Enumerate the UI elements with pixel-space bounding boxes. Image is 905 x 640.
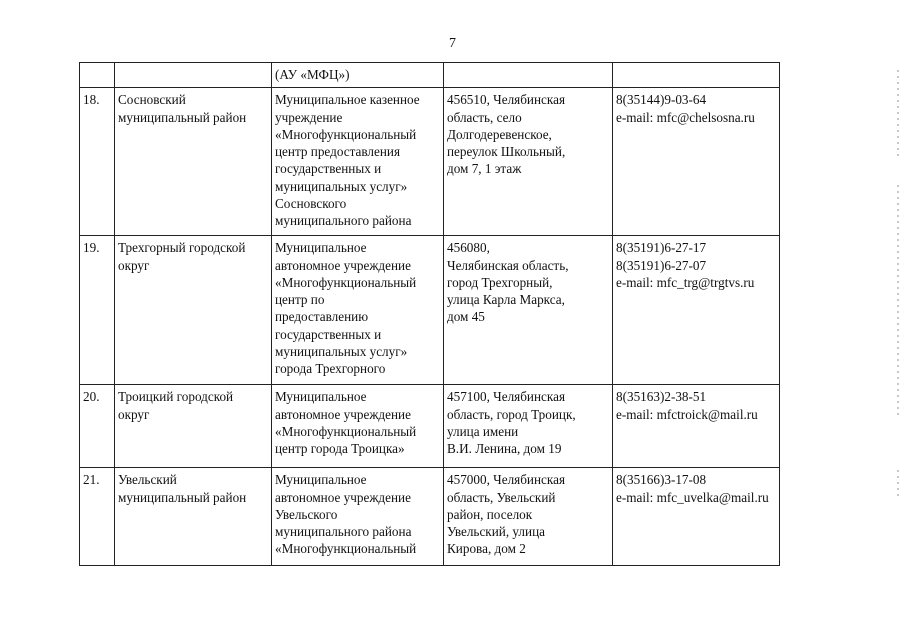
cell-contacts bbox=[613, 385, 780, 468]
cell-line: муниципальный район bbox=[118, 489, 247, 505]
cell-line: Увельского bbox=[275, 506, 338, 522]
cell-line: 8(35191)6-27-17 bbox=[616, 240, 707, 256]
cell-line: Троицкий городской bbox=[118, 389, 234, 405]
cell-line: дом 7, 1 этаж bbox=[447, 161, 522, 177]
cell-line: «Многофункциональный bbox=[275, 541, 417, 557]
cell-line: центр предоставления bbox=[275, 144, 401, 160]
cell-line: центр по bbox=[275, 292, 325, 308]
cell-line: муниципального района bbox=[275, 524, 412, 540]
cell-line: муниципального района bbox=[275, 213, 412, 229]
cell-line: В.И. Ленина, дом 19 bbox=[447, 441, 562, 457]
cell-line: Муниципальное bbox=[275, 240, 367, 256]
cell-line: e-mail: mfc@chelsosna.ru bbox=[616, 109, 755, 125]
cell-line: e-mail: mfctroick@mail.ru bbox=[616, 406, 758, 422]
cell-line: Кирова, дом 2 bbox=[447, 541, 526, 557]
cell-line: Муниципальное bbox=[275, 472, 367, 488]
cell-line: муниципальный район bbox=[118, 109, 247, 125]
cell-institution bbox=[272, 88, 444, 236]
cell-institution bbox=[272, 385, 444, 468]
cell-line: государственных и bbox=[275, 161, 382, 177]
cell-line: область, город Троицк, bbox=[447, 406, 576, 422]
table-row-21 bbox=[80, 468, 780, 566]
cell-number bbox=[80, 468, 115, 566]
cell-area bbox=[115, 236, 272, 385]
cell-number bbox=[80, 385, 115, 468]
scan-artifact bbox=[897, 185, 899, 415]
cell-line: e-mail: mfc_uvelka@mail.ru bbox=[616, 489, 769, 505]
cell-line: дом 45 bbox=[447, 309, 485, 325]
cell-line: предоставлению bbox=[275, 309, 369, 325]
cell-line: Сосновский bbox=[118, 92, 186, 108]
cell-institution bbox=[272, 63, 444, 88]
cell-line: Долгодеревенское, bbox=[447, 126, 552, 142]
table-row-continuation bbox=[80, 63, 780, 88]
cell-line: 456510, Челябинская bbox=[447, 92, 566, 108]
cell-area bbox=[115, 88, 272, 236]
cell-line: 456080, bbox=[447, 240, 490, 256]
cell-line: «Многофункциональный bbox=[275, 423, 417, 439]
cell-line: учреждение bbox=[275, 109, 343, 125]
cell-line: Увельский, улица bbox=[447, 524, 545, 540]
cell-address bbox=[444, 88, 613, 236]
cell-line: муниципальных услуг» bbox=[275, 344, 408, 360]
cell-line: район, поселок bbox=[447, 506, 533, 522]
cell-contacts bbox=[613, 88, 780, 236]
cell-area bbox=[115, 385, 272, 468]
cell-line: округ bbox=[118, 406, 150, 422]
cell-contacts bbox=[613, 63, 780, 88]
cell-line: улица имени bbox=[447, 423, 519, 439]
cell-line: 457000, Челябинская bbox=[447, 472, 566, 488]
cell-number bbox=[80, 63, 115, 88]
cell-contacts bbox=[613, 236, 780, 385]
cell-address bbox=[444, 236, 613, 385]
page-number: 7 bbox=[449, 36, 456, 51]
cell-line: автономное учреждение bbox=[275, 406, 411, 422]
scan-artifact bbox=[897, 70, 899, 160]
cell-line: города Трехгорного bbox=[275, 361, 386, 377]
cell-line: автономное учреждение bbox=[275, 257, 411, 273]
cell-address bbox=[444, 63, 613, 88]
cell-institution bbox=[272, 468, 444, 566]
cell-address bbox=[444, 468, 613, 566]
cell-line: Челябинская область, bbox=[447, 257, 569, 273]
cell-line: Муниципальное казенное bbox=[275, 92, 420, 108]
table-row-19 bbox=[80, 236, 780, 385]
cell-line: «Многофункциональный bbox=[275, 274, 417, 290]
mfc-table-body bbox=[80, 63, 780, 566]
cell-line: муниципальных услуг» bbox=[275, 178, 408, 194]
cell-line: Трехгорный городской bbox=[118, 240, 246, 256]
cell-line: 8(35191)6-27-07 bbox=[616, 257, 707, 273]
cell-line: 8(35144)9-03-64 bbox=[616, 92, 707, 108]
cell-line: округ bbox=[118, 257, 150, 273]
cell-line: (АУ «МФЦ») bbox=[275, 67, 350, 82]
cell-line: 19. bbox=[83, 240, 100, 256]
table-row-18 bbox=[80, 88, 780, 236]
cell-line: область, село bbox=[447, 109, 522, 125]
scan-artifact bbox=[897, 470, 899, 500]
cell-line: Муниципальное bbox=[275, 389, 367, 405]
table-row-20 bbox=[80, 385, 780, 468]
cell-line: 18. bbox=[83, 92, 100, 108]
cell-line: улица Карла Маркса, bbox=[447, 292, 565, 308]
cell-line: Увельский bbox=[118, 472, 177, 488]
cell-area bbox=[115, 63, 272, 88]
cell-number bbox=[80, 236, 115, 385]
cell-address bbox=[444, 385, 613, 468]
cell-line: 21. bbox=[83, 472, 100, 488]
cell-line: Сосновского bbox=[275, 196, 347, 212]
cell-line: государственных и bbox=[275, 326, 382, 342]
cell-line: e-mail: mfc_trg@trgtvs.ru bbox=[616, 274, 755, 290]
cell-line: 8(35163)2-38-51 bbox=[616, 389, 707, 405]
cell-line: переулок Школьный, bbox=[447, 144, 566, 160]
cell-line: центр города Троицка» bbox=[275, 441, 405, 457]
cell-area bbox=[115, 468, 272, 566]
mfc-table bbox=[79, 62, 780, 566]
cell-line: 457100, Челябинская bbox=[447, 389, 566, 405]
cell-line: автономное учреждение bbox=[275, 489, 411, 505]
cell-number bbox=[80, 88, 115, 236]
cell-institution bbox=[272, 236, 444, 385]
cell-contacts bbox=[613, 468, 780, 566]
cell-line: область, Увельский bbox=[447, 489, 556, 505]
cell-line: 20. bbox=[83, 389, 100, 405]
cell-line: 8(35166)3-17-08 bbox=[616, 472, 707, 488]
cell-line: «Многофункциональный bbox=[275, 126, 417, 142]
cell-line: город Трехгорный, bbox=[447, 274, 553, 290]
